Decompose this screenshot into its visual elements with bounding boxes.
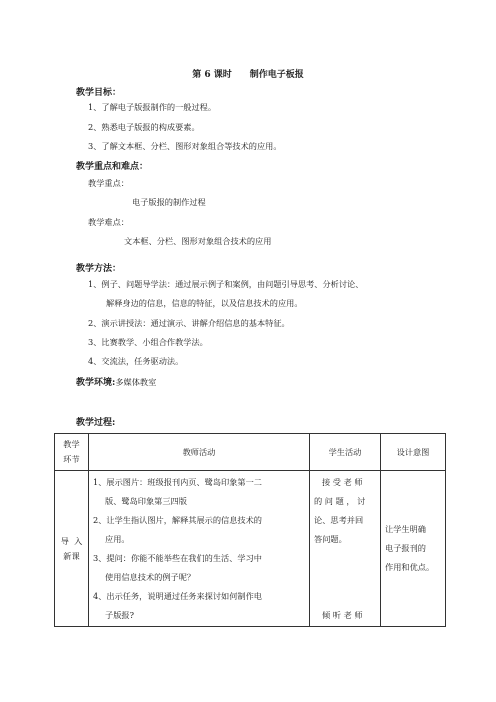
teacher-line: 1、展示图片：班级报刊内页、鹭岛印象第一二 <box>93 477 262 487</box>
student-line: 论、思考并回 <box>314 515 364 525</box>
header-stage-line2: 环节 <box>63 454 80 464</box>
method-item-1-cont: 解释身边的信息，信息的特征，以及信息技术的应用。 <box>106 298 303 308</box>
methods-heading: 教学方法： <box>76 264 122 274</box>
teacher-line: 2、让学生指认图片，解释其展示的信息技术的 <box>93 515 262 525</box>
header-stage-line1: 教学 <box>63 439 80 449</box>
environment-value: 多媒体教室 <box>115 377 157 387</box>
objective-item-3: 3、了解文本框、分栏、图形对象组合等技术的应用。 <box>88 141 282 151</box>
key-points-heading: 教学重点和难点： <box>76 162 149 172</box>
process-heading: 教学过程: <box>76 418 116 428</box>
focus-label: 教学重点： <box>88 178 129 188</box>
focus-text: 电子版报的制作过程 <box>132 197 206 207</box>
student-line-bottom: 倾 听 老 师 <box>322 610 363 620</box>
design-line: 让学生明确 <box>385 524 426 534</box>
table-header-row <box>55 434 446 471</box>
teacher-activity-cell <box>89 471 310 627</box>
student-line: 答问题。 <box>314 534 347 544</box>
method-item-4: 4、交流法，任务驱动法。 <box>88 356 184 366</box>
difficulty-text: 文本框、分栏、图形对象组合技术的应用 <box>124 236 272 246</box>
stage-line2: 新课 <box>63 550 80 561</box>
objectives-heading: 教学目标： <box>76 88 122 98</box>
header-teacher: 教师活动 <box>89 434 310 471</box>
student-line: 的 问 题 ， 讨 <box>314 496 366 506</box>
page-title: 第 6 课时 制作电子板报 <box>192 70 304 80</box>
student-activity-cell <box>310 471 381 627</box>
environment-line <box>76 375 156 388</box>
header-student: 学生活动 <box>310 434 381 471</box>
objective-item-1: 1、了解电子版报制作的一般过程。 <box>88 102 217 112</box>
lesson-process-table <box>54 433 446 627</box>
objective-item-2: 2、熟悉电子版报的构成要素。 <box>88 122 200 132</box>
teacher-line: 使用信息技术的例子呢？ <box>105 572 196 582</box>
header-stage <box>55 434 89 471</box>
teacher-line: 版、鹭岛印象第三四版 <box>105 496 187 506</box>
method-item-2: 2、演示讲授法：通过演示、讲解介绍信息的基本特征。 <box>88 318 290 328</box>
environment-heading: 教学环境: <box>76 378 116 388</box>
teacher-line: 子版报? <box>105 610 134 620</box>
header-design: 设计意图 <box>381 434 446 471</box>
design-line: 作用和优点。 <box>385 562 435 572</box>
method-item-3: 3、比赛教学、小组合作教学法。 <box>88 337 208 347</box>
stage-line1: 导 入 <box>60 535 83 546</box>
stage-cell <box>55 471 89 627</box>
student-line: 接 受 老 师 <box>322 477 363 487</box>
teacher-line: 4、出示任务，说明通过任务来探讨如何制作电 <box>93 591 262 601</box>
teacher-line: 3、提问：你能不能举些在我们的生活、学习中 <box>93 553 262 563</box>
table-row <box>55 471 446 627</box>
method-item-1: 1、例子、问题导学法：通过展示例子和案例，由问题引导思考、分析讨论、 <box>88 279 364 289</box>
difficulty-label: 教学难点： <box>88 217 129 227</box>
design-line: 电子报刊的 <box>385 543 426 553</box>
teacher-line: 应用。 <box>105 534 130 544</box>
design-intent-cell <box>381 471 446 627</box>
